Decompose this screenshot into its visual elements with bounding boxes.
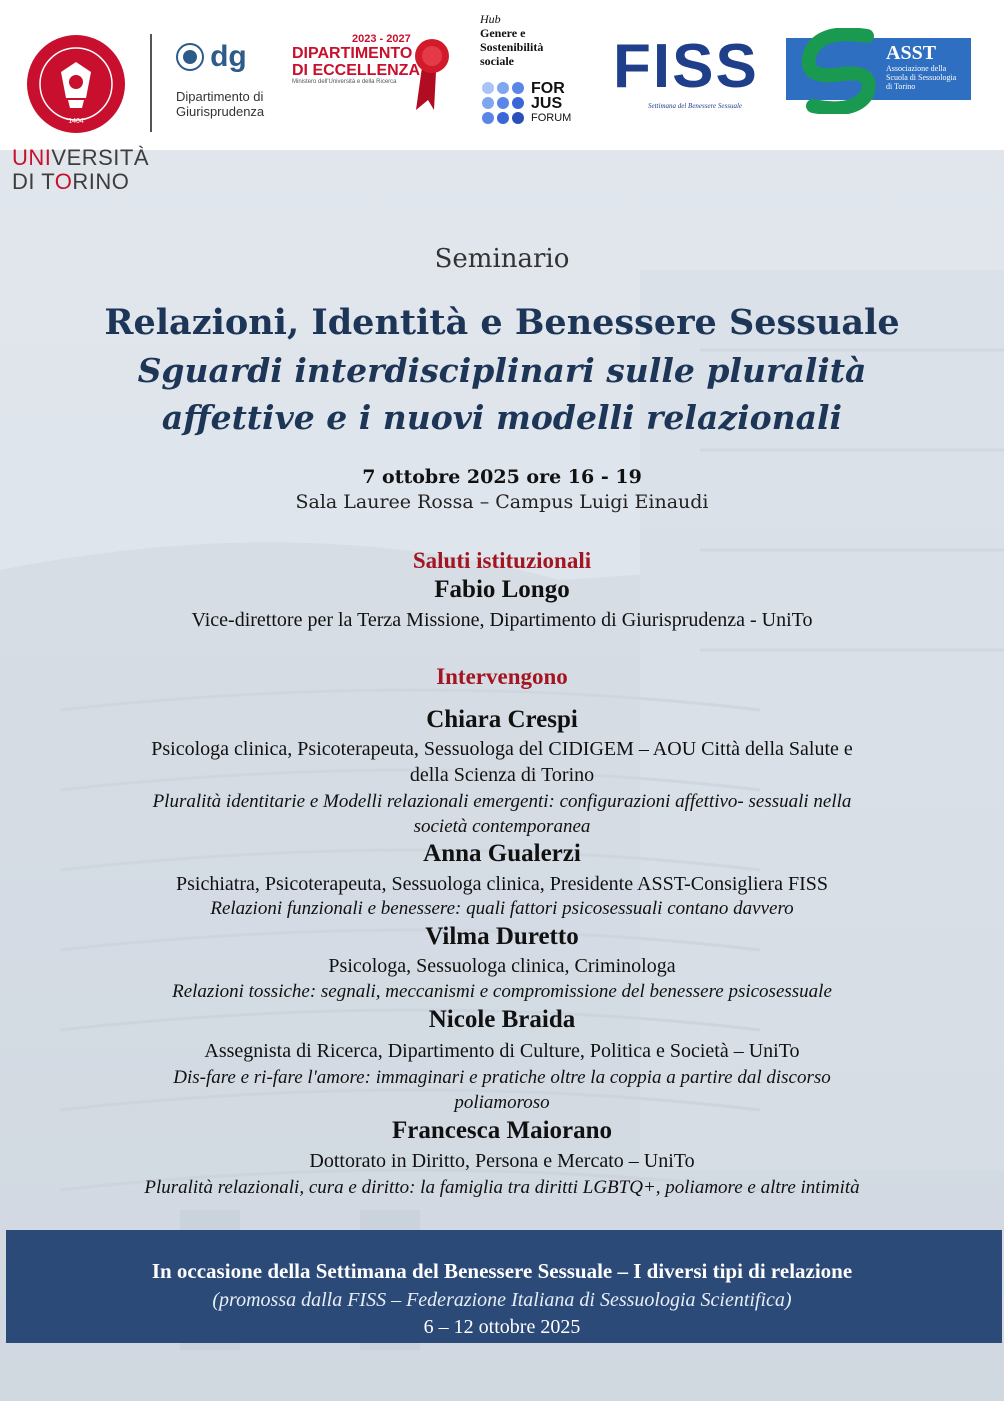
event-kind: Seminario — [434, 244, 570, 274]
speaker-talk: Relazioni tossiche: segnali, meccanismi e compromissione del benessere psicosessuale — [172, 981, 832, 1002]
speaker-talk: Relazioni funzionali e benessere: quali fattori psicosessuali contano davvero — [210, 898, 794, 919]
unito-wordmark-line2a: DI T — [12, 169, 55, 194]
speaker-talk: poliamoroso — [454, 1092, 550, 1113]
speaker-name: Nicole Braida — [428, 1006, 576, 1033]
dg-wordmark: dg — [210, 40, 247, 73]
event-title: Relazioni, Identità e Benessere Sessuale — [104, 302, 900, 343]
banner-line2: (promossa dalla FISS – Federazione Italiana di Sessuologia Scientifica) — [212, 1289, 792, 1311]
logo-header — [0, 0, 1004, 150]
unito-seal-logo — [26, 34, 126, 134]
excellence-badge — [292, 33, 432, 85]
unito-wordmark-line2-red: O — [54, 169, 73, 194]
unito-wordmark-line2b: RINO — [72, 169, 130, 194]
banner-line3: 6 – 12 ottobre 2025 — [423, 1316, 581, 1338]
excellence-years: 2023 - 2027 — [352, 33, 411, 45]
speaker-talk: Dis-fare e ri-fare l'amore: immaginari e pratiche oltre la coppia a partire dal discorso — [173, 1067, 831, 1088]
unito-wordmark — [12, 146, 149, 194]
event-date: 7 ottobre 2025 ore 16 - 19 — [362, 466, 642, 488]
forjus-line2: JUS — [531, 95, 563, 112]
dg-logo — [175, 40, 247, 74]
forjus-wordmark — [531, 81, 571, 126]
svg-text:1404: 1404 — [68, 118, 84, 125]
speaker-talk: società contemporanea — [413, 816, 591, 837]
asst-text — [886, 42, 956, 91]
excellence-line2: DI ECCELLENZA — [292, 62, 420, 79]
dg-seal-icon — [175, 42, 205, 72]
asst-line1: Associazione della — [886, 64, 947, 73]
asst-swoosh-icon — [795, 28, 885, 114]
speaker-role: della Scienza di Torino — [409, 764, 595, 786]
dg-name-line2: Giurisprudenza — [176, 104, 265, 119]
event-location: Sala Lauree Rossa – Campus Luigi Einaudi — [295, 491, 709, 513]
speaker-role: Psicologa clinica, Psicoterapeuta, Sessuologa del CIDIGEM – AOU Città della Salute e — [151, 738, 853, 760]
unito-wordmark-rest: VERSITÀ — [51, 145, 150, 170]
speaker-talk: Pluralità relazionali, cura e diritto: la famiglia tra diritti LGBTQ+, poliamore e altre intimità — [144, 1177, 860, 1198]
speaker-role: Dottorato in Diritto, Persona e Mercato – UniTo — [309, 1150, 695, 1172]
greetings-role: Vice-direttore per la Terza Missione, Dipartimento di Giurisprudenza - UniTo — [191, 609, 813, 631]
event-subtitle-line2: affettive e i nuovi modelli relazionali — [161, 398, 843, 437]
banner-line1: In occasione della Settimana del Benessere Sessuale – I diversi tipi di relazione — [151, 1259, 853, 1283]
asst-wordmark: ASST — [886, 42, 937, 64]
excellence-line1: DIPARTIMENTO — [292, 45, 413, 62]
ribbon-seal-icon — [412, 32, 452, 112]
speaker-talk: Pluralità identitarie e Modelli relazionali emergenti: configurazioni affettivo- sessuali nella — [152, 791, 852, 812]
hub-line3: sociale — [480, 54, 514, 68]
speaker-role: Psichiatra, Psicoterapeuta, Sessuologa clinica, Presidente ASST-Consigliera FISS — [176, 873, 828, 895]
unito-wordmark-red: UNI — [12, 145, 52, 170]
hub-line1: Genere e — [480, 26, 526, 40]
fiss-tagline: Settimana del Benessere Sessuale — [648, 102, 743, 110]
speaker-name: Francesca Maiorano — [391, 1117, 613, 1144]
speakers-heading: Intervengono — [436, 664, 568, 689]
event-subtitle-line1: Sguardi interdisciplinari sulle pluralità — [137, 351, 867, 390]
fiss-logo: FISS — [613, 32, 759, 101]
speaker-name: Anna Gualerzi — [423, 840, 581, 867]
forjus-line3: FORUM — [531, 112, 572, 124]
hub-block — [480, 12, 543, 68]
speaker-name: Chiara Crespi — [426, 706, 578, 733]
asst-line3: di Torino — [886, 82, 916, 91]
forjus-dots-icon — [480, 80, 526, 126]
excellence-ministry: Ministero dell'Università e della Ricerca — [292, 79, 397, 85]
asst-line2: Scuola di Sessuologia — [886, 73, 957, 82]
speaker-role: Psicologa, Sessuologa clinica, Criminologa — [328, 955, 676, 977]
dg-name-line1: Dipartimento di — [176, 89, 264, 104]
forjus-line1: FOR — [531, 80, 565, 97]
greetings-name: Fabio Longo — [434, 576, 570, 603]
hub-line2: Sostenibilità — [480, 40, 544, 54]
greetings-heading: Saluti istituzionali — [412, 548, 592, 573]
logo-divider — [150, 34, 152, 132]
hub-label: Hub — [480, 12, 501, 26]
speaker-name: Vilma Duretto — [425, 923, 579, 950]
speaker-role: Assegnista di Ricerca, Dipartimento di Culture, Politica e Società – UniTo — [204, 1040, 800, 1062]
